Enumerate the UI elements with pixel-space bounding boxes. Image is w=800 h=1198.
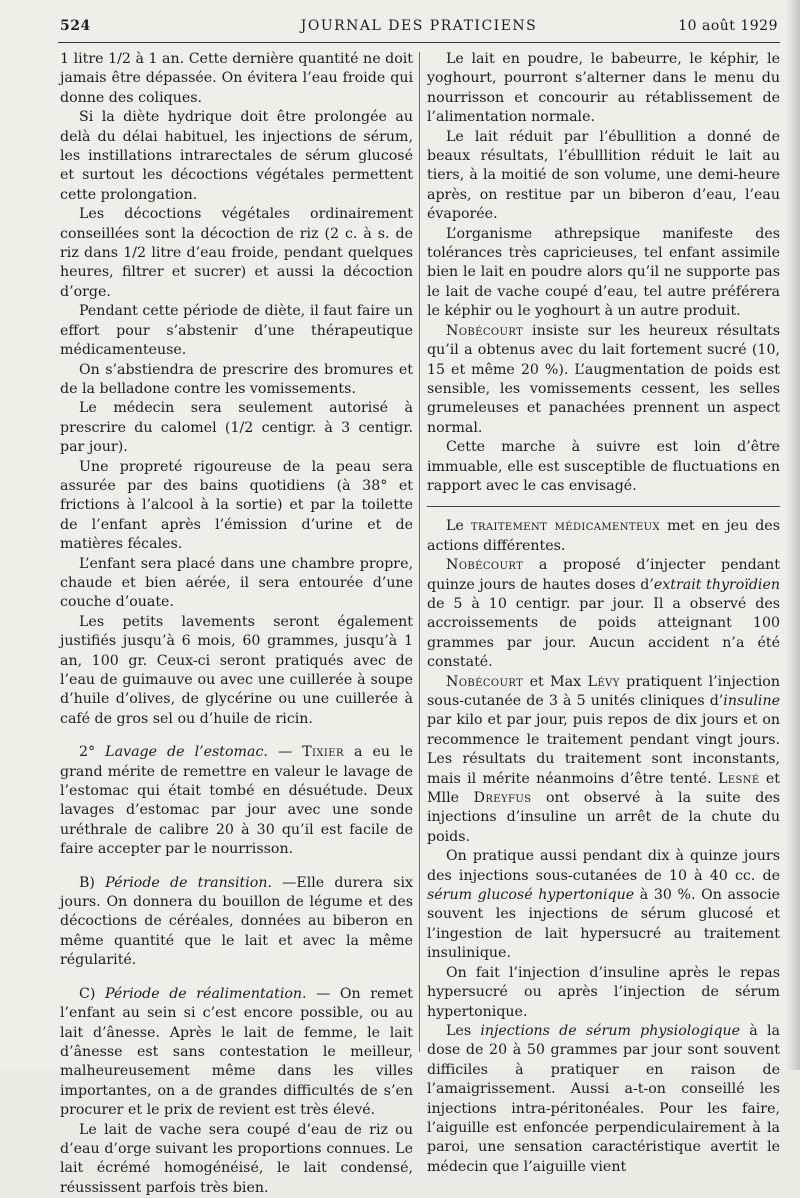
dash: — [267, 744, 303, 761]
paragraph: Le médecin sera seulement autorisé à prescrire du calomel (1/2 centigr. à 3 centigr. par jour). [60, 400, 413, 456]
emphasis: extrait thyroïdien [653, 576, 780, 593]
left-column [60, 50, 413, 1198]
paragraph [427, 1022, 780, 1177]
paragraph: L’enfant sera placé dans une chambre propre, chaude et bien aérée, il sera entourée d’une couche d’ouate. [60, 555, 413, 611]
section-periode-realimentation [60, 985, 413, 1121]
paragraph-text: Le [446, 518, 471, 535]
section-number: C) [79, 985, 96, 1002]
author-name: Nobécourt [446, 322, 524, 339]
paragraph [427, 673, 780, 848]
author-name: Tixier [302, 744, 344, 761]
section-number: 2° [79, 744, 96, 761]
header-rule [58, 42, 780, 43]
author-name: Lévy [587, 673, 620, 690]
paragraph-text: à la dose de 20 à 50 grammes par jour sont souvent difficiles à pratiquer en raison de l’amaigrissement. Aussi a-t-on conseillé les injections intra-péritonéales. Pour les faire, l’aiguille est enfoncée perpendiculairement à la paroi, une sensation caractéristique avertit le médecin que l’aiguille vient [427, 1022, 780, 1175]
paragraph: Cette marche à suivre est loin d’être immuable, elle est susceptible de fluctuations en rapport avec le cas envisagé. [427, 439, 780, 494]
section-traitement-medicamenteux [427, 517, 780, 556]
paragraph-text: a proposé d’injecter pendant quinze jours de hautes doses d’ [427, 557, 780, 593]
section-title: Période de réalimentation. [104, 985, 307, 1002]
paragraph-text: a eu le grand mérite de remettre en valeur le lavage de l’estomac qui était tombé en désuétude. Deux lavages d’estomac par jour avec une sonde uréthrale de calibre 20 à 30 qu’il est facile de faire accepter par le nourrisson. [60, 744, 413, 858]
paragraph-text: On pratique aussi pendant dix à quinze jours des injections sous-cutanées de 10 à 40 cc. de [427, 848, 780, 884]
page-number: 524 [60, 18, 91, 34]
section-number: B) [79, 874, 95, 891]
journal-title: JOURNAL DES PRATICIENS [300, 18, 538, 34]
paragraph: Les décoctions végétales ordinairement conseillées sont la décoction de riz (2 c. à s. de riz dans 1/2 litre d’eau froide, pendant quelques heures, filtrer et sucrer) et aussi la décoction d’orge. [60, 206, 413, 300]
section-title: Période de transition. [105, 874, 272, 891]
section-title: Lavage de l’estomac. [105, 744, 268, 761]
emphasis: sérum glucosé hypertonique [427, 887, 635, 904]
paragraph-text: par kilo et par jour, puis repos de dix jours et on recommence le traitement pendant vingt jours. Les résultats du traitement sont inconstants, mais il mérite néanmoins d’être tenté. [427, 712, 780, 787]
author-name: Dreyfus [473, 790, 532, 807]
paragraph: Une propreté rigoureuse de la peau sera assurée par des bains quotidiens (à 38° et frictions à l’alcool à la sortie) et par la toilette de l’enfant après l’émission d’urine et de matières fécales. [60, 458, 413, 553]
paragraph: 1 litre 1/2 à 1 an. Cette dernière quantité ne doit jamais être dépassée. On évitera l’eau froide qui donne des coliques. [60, 51, 413, 106]
paragraph: On s’abstiendra de prescrire des bromures et de la belladone contre les vomissements. [60, 361, 413, 397]
paragraph-text: de 5 à 10 centigr. par jour. Il a observé des accroissements de poids atteignant 100 grammes par jour. Aucun accident n’a été constaté. [427, 595, 780, 671]
paragraph-text: Les [446, 1022, 481, 1039]
paragraph-text: — On remet l’enfant au sein si c’est encore possible, ou au lait d’ânesse. Après le lait de femme, le lait d’ânesse est sans contestation le meilleur, malheureusement même dans les villes importantes, on a de grandes difficultés de s’en procurer et le prix de revient est très élevé. [60, 985, 413, 1119]
paragraph [427, 322, 780, 438]
paragraph: Si la diète hydrique doit être prolongée au delà du délai habituel, les injections de sérum, les instillations intrarectales de sérum glucosé et surtout les décoctions végétales permettent cette prolongation. [60, 109, 413, 203]
paragraph-text: et Max [523, 673, 588, 690]
section-rule [427, 506, 780, 507]
column-divider [419, 52, 420, 1052]
paragraph-text: met en jeu des actions différentes. [427, 518, 780, 554]
paragraph-text: —Elle durera six jours. On donnera du bouillon de légume et des décoctions de céréales, données au biberon en même quantité que le lait et avec la même régularité. [60, 874, 413, 969]
section-lavage-estomac [60, 743, 413, 859]
right-column [427, 50, 780, 1177]
paragraph [427, 847, 780, 963]
paragraph: Le lait de vache sera coupé d’eau de riz ou d’eau d’orge suivant les proportions connues. Le lait écrémé homogénéisé, le lait condensé, réussissent parfois très bien. [60, 1121, 413, 1196]
author-name: Nobécourt [446, 673, 524, 690]
paragraph [427, 556, 780, 672]
paragraph: On fait l’injection d’insuline après le repas hypersucré ou après l’injection de sérum hypertonique. [427, 964, 780, 1020]
paragraph: Pendant cette période de diète, il faut faire un effort pour s’abstenir d’une thérapeutique médicamenteuse. [60, 303, 413, 359]
issue-date: 10 août 1929 [678, 18, 778, 34]
author-name: Lesné [717, 770, 760, 787]
running-header [60, 18, 778, 40]
section-periode-transition [60, 874, 413, 971]
paragraph: Le lait réduit par l’ébullition a donné de beaux résultats, l’ébulllition réduit le lait au tiers, à la moitié de son volume, une demi-heure après, on restitue par un biberon d’eau, l’eau évaporée. [427, 128, 780, 223]
page-edge-shadow [786, 0, 800, 1070]
emphasis: injections de sérum physiologique [480, 1022, 741, 1039]
paragraph-text: et Mlle [427, 770, 781, 807]
author-name: Nobécourt [446, 557, 524, 574]
paragraph: Le lait en poudre, le babeurre, le képhir, le yoghourt, pourront s’alterner dans le menu du nourrisson et concourir au rétablissement de l’alimentation normale. [427, 51, 780, 126]
paragraph: L’organisme athrepsique manifeste des tolérances très capricieuses, tel enfant assimile bien le lait en poudre alors qu’il ne supporte pas le lait de vache coupé d’eau, tel autre préférera le képhir ou le yoghourt à un autre produit. [427, 225, 780, 320]
paragraph-text: à 30 %. On associe souvent les injections de sérum glucosé et l’ingestion de lait hypersucré au traitement insulinique. [427, 887, 781, 962]
paragraph-text: pratiquent l’injection sous-cutanée de 3 à 5 unités cliniques d’ [427, 673, 780, 709]
section-title: traitement médicamenteux [470, 518, 661, 535]
paragraph-text: insiste sur les heureux résultats qu’il a obtenus avec du lait fortement sucré (10, 15 et même 20 %). L’augmentation de poids est sensible, les vomissements cessent, les selles grumeleuses et panachées prennent un aspect normal. [427, 322, 780, 436]
paragraph-text: ont observé à la suite des injections d’insuline un arrêt de la chute du poids. [427, 790, 780, 845]
emphasis: insuline [723, 693, 780, 709]
paragraph: Les petits lavements seront également justifiés jusqu’à 6 mois, 60 grammes, jusqu’à 1 an, 100 gr. Ceux-ci seront pratiqués avec de l’eau de guimauve ou avec une cuillerée à soupe d’huile d’olives, de glycérine ou une cuillerée à café de gros sel ou d’huile de ricin. [60, 613, 413, 727]
